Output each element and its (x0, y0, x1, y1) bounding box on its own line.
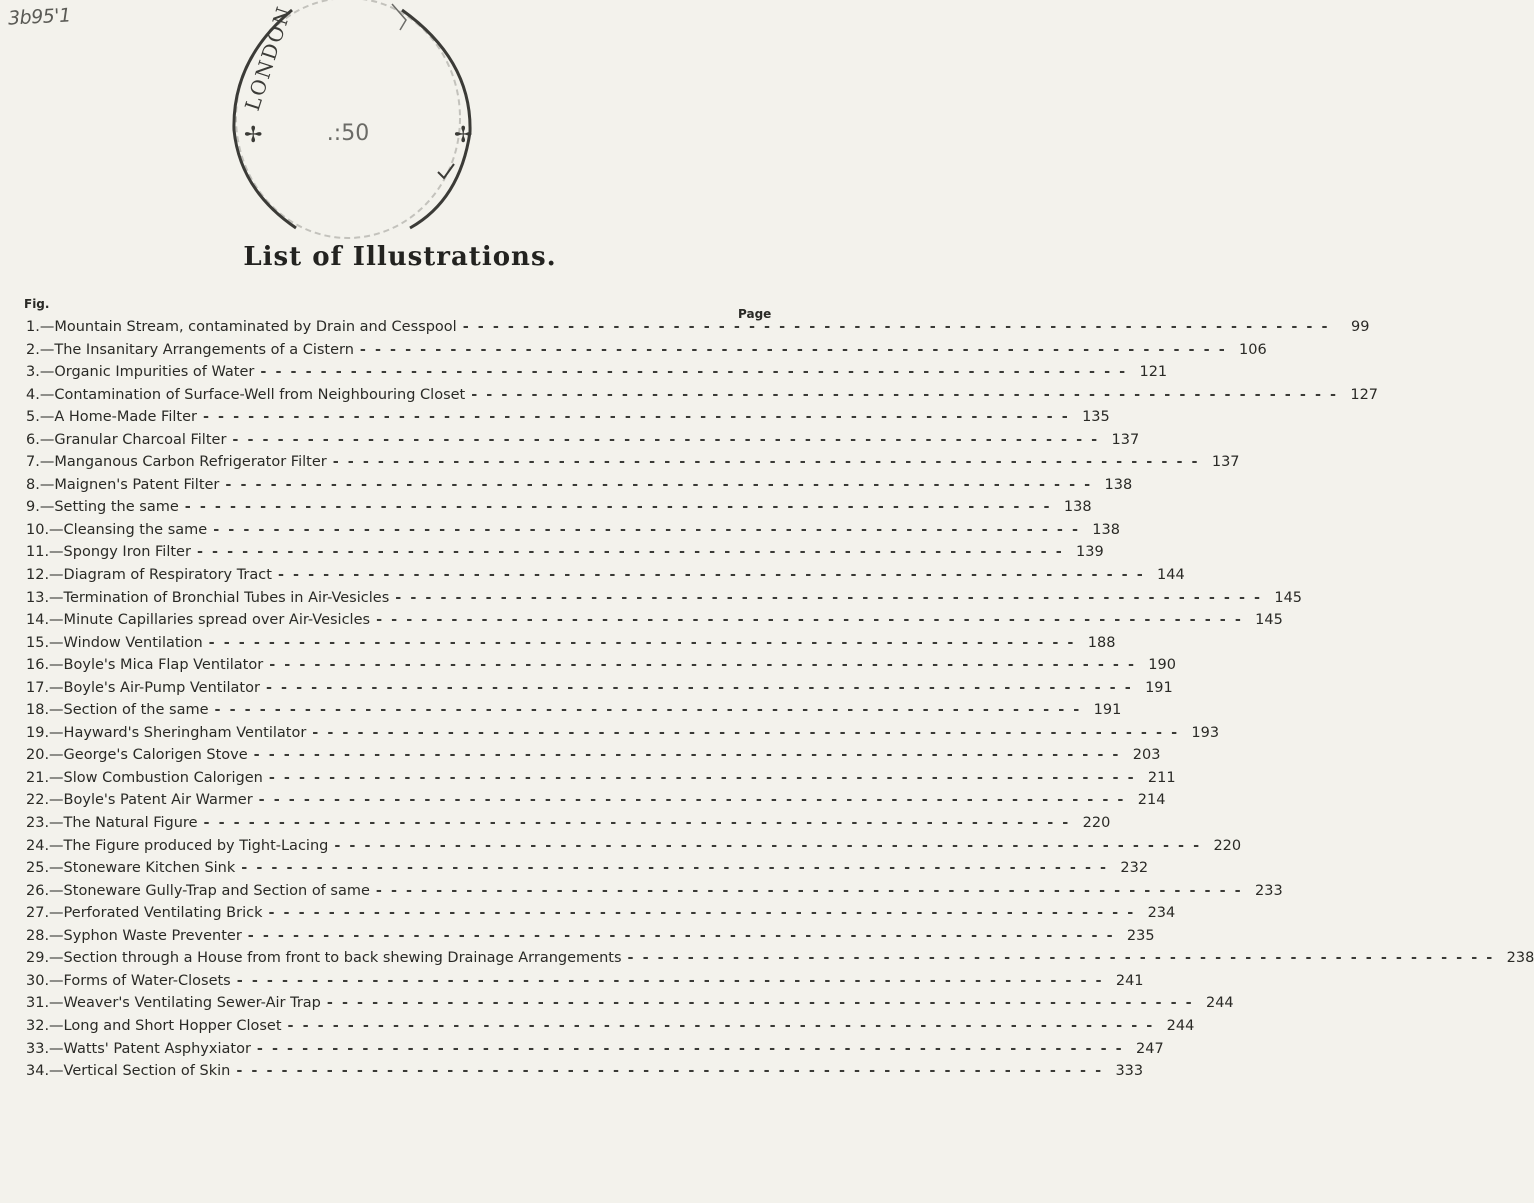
illustration-title: 30.—Forms of Water-Closets (26, 972, 231, 989)
page-number: 138 (1104, 476, 1133, 493)
dot-leader (197, 544, 1064, 560)
dot-leader (327, 995, 1194, 1011)
list-item (26, 837, 1242, 861)
illustration-title: 24.—The Figure produced by Tight-Lacing (26, 837, 329, 854)
dot-leader (209, 635, 1076, 651)
dot-leader (333, 454, 1200, 470)
dot-leader (213, 522, 1080, 538)
illustration-title: 29.—Section through a House from front to back shewing Drainage Arrangements (26, 950, 622, 967)
illustration-title: 1.—Mountain Stream, contaminated by Drain and Cesspool (26, 319, 457, 335)
page-number: 211 (1147, 769, 1176, 786)
page-number: 247 (1136, 1040, 1164, 1057)
list-item (26, 499, 1092, 522)
dot-leader (628, 950, 1495, 966)
list-item (26, 612, 1283, 635)
dot-leader (241, 860, 1108, 876)
page-number: 145 (1274, 589, 1303, 606)
stamp-text-top: LONDON (239, 2, 297, 114)
dot-leader (268, 905, 1135, 921)
page-number: 138 (1063, 499, 1092, 516)
list-item (26, 927, 1155, 951)
list-item (26, 567, 1185, 590)
illustration-title: 22.—Boyle's Patent Air Warmer (26, 792, 253, 809)
dot-leader (225, 477, 1092, 493)
dot-leader (237, 973, 1104, 989)
illustration-title: 19.—Hayward's Sheringham Ventilator (26, 724, 307, 741)
list-item (26, 657, 1176, 680)
page-number: 145 (1255, 612, 1283, 629)
list-item (26, 972, 1144, 996)
page-number: 232 (1120, 860, 1149, 877)
dot-leader (215, 702, 1082, 718)
page-number: 188 (1087, 634, 1116, 651)
dot-leader (278, 567, 1145, 583)
page-number: 193 (1191, 724, 1220, 741)
page-number: 139 (1076, 544, 1104, 561)
illustration-title: 12.—Diagram of Respiratory Tract (26, 567, 272, 584)
list-item (26, 792, 1166, 815)
list-item (26, 521, 1120, 545)
list-item (26, 724, 1220, 748)
illustration-title: 7.—Manganous Carbon Refrigerator Filter (26, 454, 327, 471)
dot-leader (463, 319, 1330, 335)
list-item (26, 882, 1283, 906)
list-item (26, 341, 1267, 365)
illustration-title: 10.—Cleansing the same (26, 521, 208, 538)
list-item (26, 1040, 1164, 1064)
illustration-title: 6.—Granular Charcoal Filter (26, 431, 227, 448)
dot-leader (288, 1018, 1155, 1034)
page-number: 135 (1082, 409, 1110, 426)
dot-leader (376, 883, 1243, 899)
illustration-title: 3.—Organic Impurities of Water (26, 364, 255, 381)
list-item (26, 386, 1379, 410)
list-item (26, 950, 1534, 973)
page-number: 234 (1147, 905, 1176, 922)
list-item (26, 747, 1161, 770)
page-number: 220 (1082, 815, 1111, 832)
illustration-title: 5.—A Home-Made Filter (26, 409, 197, 426)
dot-leader (254, 747, 1121, 763)
dot-leader (376, 612, 1243, 628)
list-item (26, 364, 1168, 387)
page-number: 121 (1139, 364, 1168, 381)
page-number: 99 (1351, 319, 1370, 335)
dot-leader (232, 432, 1099, 448)
list-item (26, 860, 1149, 883)
dot-leader (269, 657, 1136, 673)
illustration-title: 2.—The Insanitary Arrangements of a Cistern (26, 341, 354, 358)
list-item (26, 905, 1176, 928)
list-item (26, 589, 1303, 613)
dot-leader (395, 590, 1262, 606)
dot-leader (259, 792, 1126, 808)
dot-leader (248, 928, 1115, 944)
dot-leader (203, 409, 1070, 425)
list-item (26, 679, 1173, 703)
dot-leader (185, 499, 1052, 515)
page-number: 137 (1111, 431, 1140, 448)
list-item (26, 409, 1110, 432)
list-item (26, 1017, 1195, 1041)
svg-text:✢: ✢ (244, 123, 263, 148)
list-item (26, 702, 1122, 725)
illustration-title: 4.—Contamination of Surface-Well from Neighbouring Closet (26, 386, 466, 403)
page-number: 333 (1115, 1063, 1144, 1080)
page-number: 190 (1148, 657, 1176, 674)
page-number: 138 (1092, 521, 1120, 538)
illustration-title: 32.—Long and Short Hopper Closet (26, 1017, 282, 1034)
page-number: 220 (1213, 837, 1242, 854)
list-item (26, 1063, 1144, 1086)
list-item (26, 431, 1140, 455)
library-stamp (192, 0, 504, 230)
column-header-page: Page (738, 307, 772, 321)
illustrations-list (26, 319, 1534, 1086)
stamp-text-mid: .:50 (326, 121, 370, 146)
illustration-title: 17.—Boyle's Air-Pump Ventilator (26, 679, 260, 696)
list-item (26, 769, 1176, 793)
dot-leader (204, 815, 1071, 831)
pencil-shelfmark: 3b95'1 (7, 4, 72, 30)
illustration-title: 8.—Maignen's Patent Filter (26, 476, 220, 493)
page-number: 191 (1093, 702, 1122, 719)
illustration-title: 33.—Watts' Patent Asphyxiator (26, 1040, 251, 1057)
page-number: 144 (1157, 567, 1185, 584)
illustration-title: 23.—The Natural Figure (26, 815, 198, 832)
illustration-title: 13.—Termination of Bronchial Tubes in Air-Vesicles (26, 589, 390, 606)
list-item (26, 319, 1370, 342)
list-item (26, 544, 1104, 567)
dot-leader (260, 364, 1127, 380)
page-title: List of Illustrations. (243, 242, 557, 272)
illustration-title: 18.—Section of the same (26, 702, 209, 719)
illustration-title: 9.—Setting the same (26, 499, 179, 516)
page-number: 203 (1132, 747, 1161, 764)
illustration-title: 16.—Boyle's Mica Flap Ventilator (26, 657, 264, 674)
illustration-title: 21.—Slow Combustion Calorigen (26, 769, 263, 786)
page-number: 191 (1145, 679, 1173, 696)
illustration-title: 25.—Stoneware Kitchen Sink (26, 860, 236, 877)
dot-leader (360, 342, 1227, 358)
dot-leader (266, 680, 1133, 696)
dot-leader (257, 1041, 1124, 1057)
page-number: 127 (1350, 386, 1379, 403)
page-number: 244 (1205, 995, 1234, 1012)
dot-leader (236, 1063, 1103, 1079)
svg-text:✢: ✢ (454, 123, 473, 148)
page-number: 214 (1137, 792, 1166, 809)
dot-leader (471, 387, 1338, 403)
list-item (26, 476, 1133, 500)
list-item (26, 995, 1234, 1018)
page-number: 244 (1166, 1017, 1195, 1034)
illustration-title: 27.—Perforated Ventilating Brick (26, 905, 263, 922)
page-number: 241 (1115, 972, 1144, 989)
illustration-title: 20.—George's Calorigen Stove (26, 747, 248, 764)
list-item (26, 634, 1116, 658)
list-item (26, 454, 1240, 477)
illustration-title: 34.—Vertical Section of Skin (26, 1063, 231, 1080)
illustration-title: 28.—Syphon Waste Preventer (26, 927, 242, 944)
illustration-title: 31.—Weaver's Ventilating Sewer-Air Trap (26, 995, 321, 1012)
page-number: 233 (1255, 882, 1283, 899)
page-number: 137 (1211, 454, 1240, 471)
illustration-title: 11.—Spongy Iron Filter (26, 544, 191, 561)
page-number: 235 (1126, 927, 1155, 944)
page-number: 238 (1506, 950, 1534, 967)
illustration-title: 15.—Window Ventilation (26, 634, 203, 651)
list-item (26, 815, 1111, 838)
column-header-fig: Fig. (24, 297, 50, 311)
dot-leader (269, 770, 1136, 786)
dot-leader (312, 725, 1179, 741)
dot-leader (334, 838, 1201, 854)
illustration-title: 26.—Stoneware Gully-Trap and Section of same (26, 882, 370, 899)
illustration-title: 14.—Minute Capillaries spread over Air-Vesicles (26, 612, 371, 629)
page-number: 106 (1239, 341, 1267, 358)
